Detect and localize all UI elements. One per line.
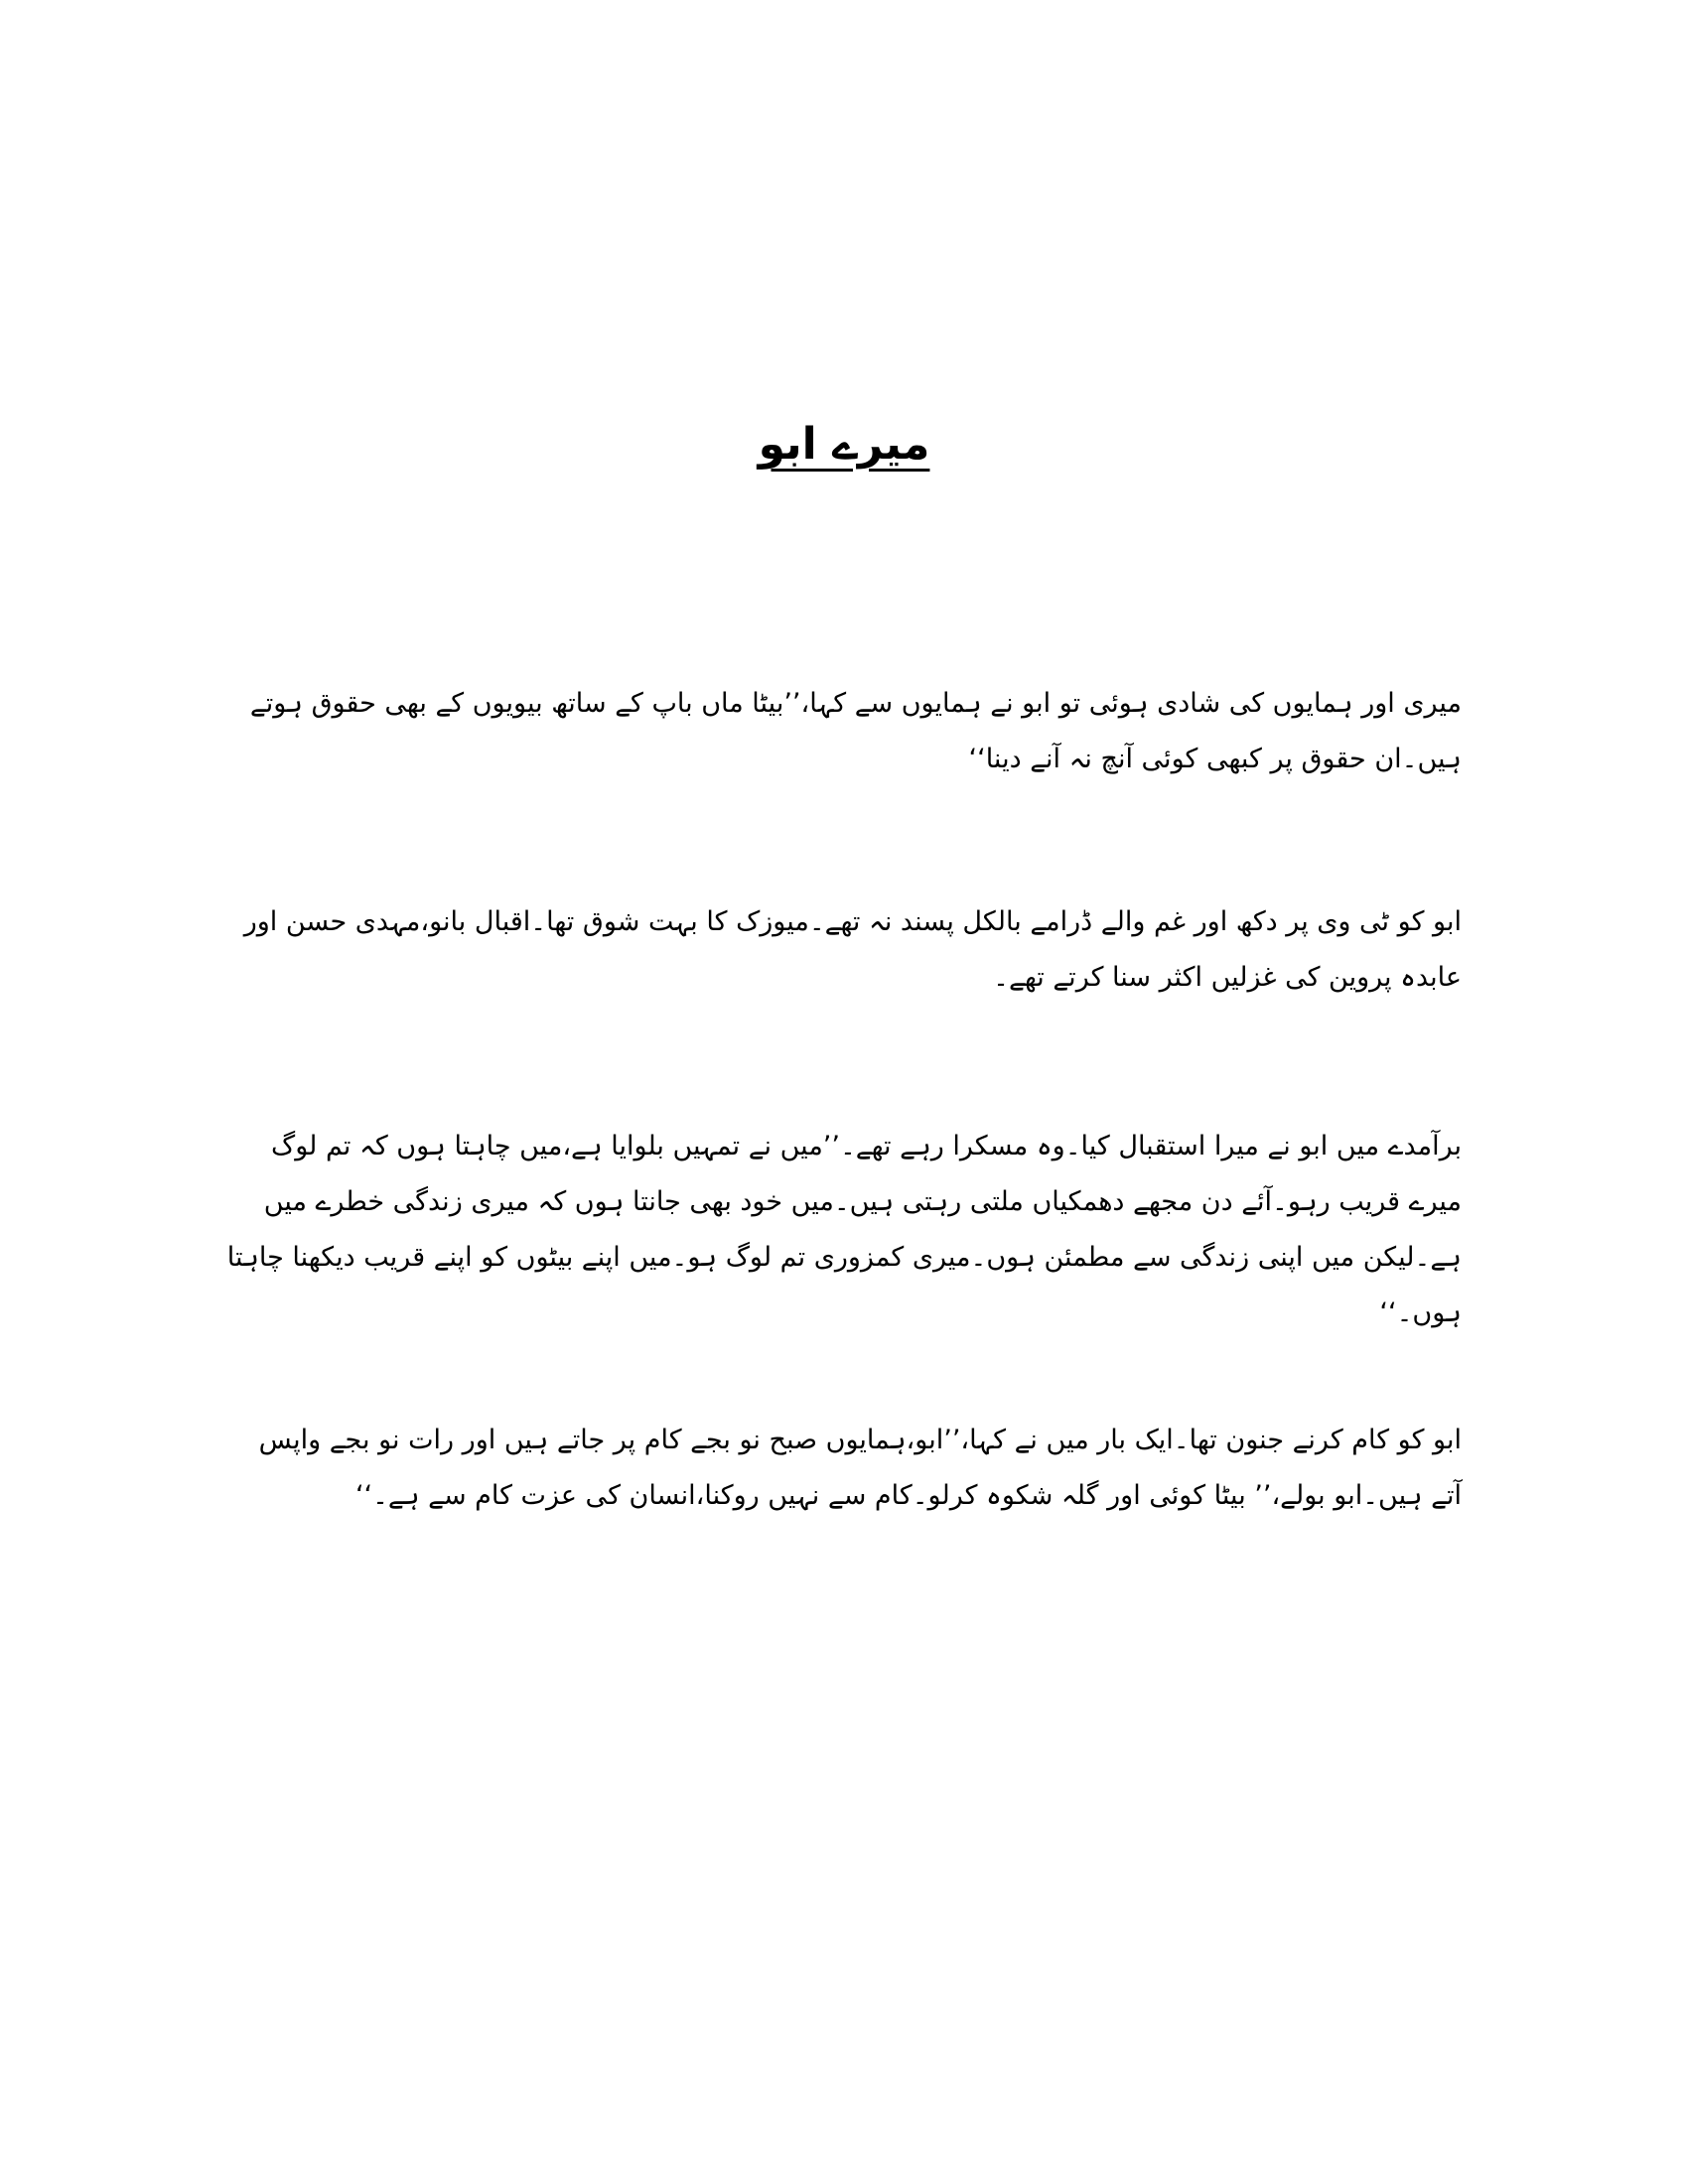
page-title bbox=[0, 415, 1688, 475]
paragraph-verandah: برآمدے میں ابو نے میرا استقبال کیا۔وہ مسکرا رہے تھے۔’’میں نے تمہیں بلوایا ہے،میں چاہتا ہوں کہ تم لوگ میرے قریب رہو۔آئے دن مجھے دھمکیاں ملتی رہتی ہیں۔میں خود بھی جانتا ہوں کہ میری زندگی خطرے میں ہے۔لیکن میں اپنی زندگی سے مطمئن ہوں۔میری کمزوری تم لوگ ہو۔میں اپنے بیٹوں کو اپنے قریب دیکھنا چاہتا ہوں۔‘‘ bbox=[226, 1131, 1462, 1328]
paragraph-wedding: میری اور ہمایوں کی شادی ہوئی تو ابو نے ہمایوں سے کہا،’’بیٹا ماں باپ کے ساتھ بیویوں کے بھی حقوق ہوتے ہیں۔ان حقوق پر کبھی کوئی آنچ نہ آنے دینا‘‘ bbox=[249, 688, 1462, 774]
paragraph-music: ابو کو ٹی وی پر دکھ اور غم والے ڈرامے بالکل پسند نہ تھے۔میوزک کا بہت شوق تھا۔اقبال بانو،مہدی حسن اور عابدہ پروین کی غزلیں اکثر سنا کرتے تھے۔ bbox=[243, 906, 1462, 993]
title-text: میرے ابو bbox=[758, 419, 930, 470]
paragraph-work: ابو کو کام کرنے جنون تھا۔ایک بار میں نے کہا،’’ابو،ہمایوں صبح نو بجے کام پر جاتے ہیں اور رات نو بجے واپس آتے ہیں۔ابو بولے،’’ بیٹا کوئی اور گلہ شکوہ کرلو۔کام سے نہیں روکنا،انسان کی عزت کام سے ہے۔‘‘ bbox=[258, 1425, 1462, 1511]
